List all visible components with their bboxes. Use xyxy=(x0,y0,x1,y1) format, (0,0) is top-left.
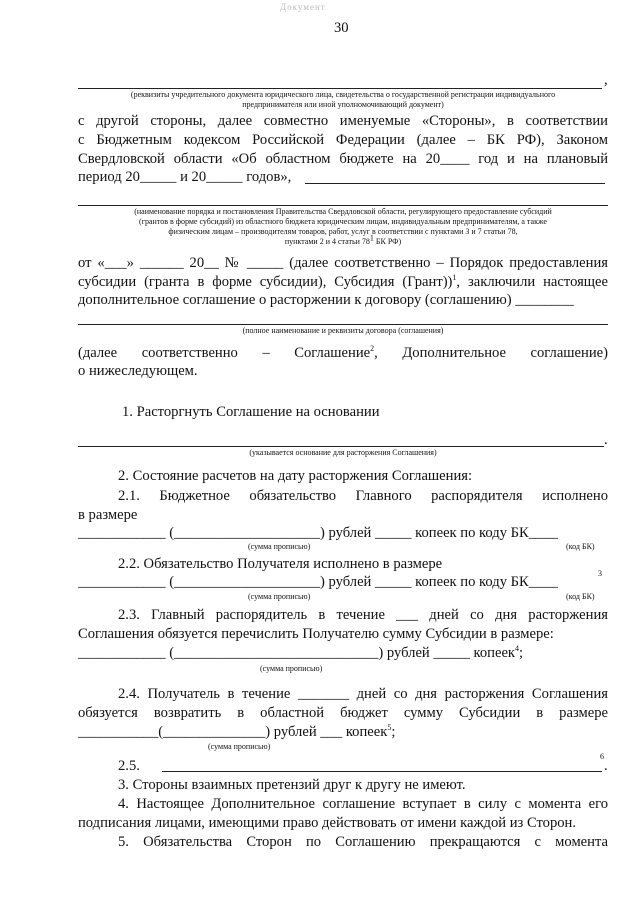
caption-requisites-1: (реквизиты учредительного документа юридического лица, свидетельства о государственной регистрации индивидуального xyxy=(130,90,556,99)
item23-line2: Соглашения обязуется перечислить Получателю сумму Субсидии в размере: xyxy=(78,626,554,642)
item25-line xyxy=(162,771,602,772)
item21-line2: в размере xyxy=(78,507,138,523)
item22-line1: 2.2. Обязательство Получателя исполнено в размере xyxy=(118,556,443,572)
item2-text: 2. Состояние расчетов на дату расторжения Соглашения: xyxy=(118,468,473,484)
caption-basis: (указывается основание для расторжения Соглашения) xyxy=(249,448,437,457)
procedure-line xyxy=(78,205,608,206)
item21-line1: 2.1. Бюджетное обязательство Главного распорядителя исполнено xyxy=(118,488,608,504)
item1-basis-line xyxy=(78,446,604,447)
item24-cap-words: (сумма прописью) xyxy=(208,742,271,751)
item4-line1: 4. Настоящее Дополнительное соглашение вступает в силу с момента его xyxy=(118,796,608,812)
document-stamp: Документ xyxy=(280,2,326,12)
caption-procedure-1: (наименование порядка и постановления Правительства Свердловской области, регулирующего предоставление субсидий xyxy=(134,207,552,216)
caption-procedure-4: пунктами 2 и 4 статьи $78^1$ БК РФ) xyxy=(284,233,402,246)
caption-procedure-2: (грантов в форме субсидий) из областного бюджета юридическим лицам, индивидуальным предпринимателям, а также xyxy=(139,217,547,226)
item23-line1: 2.3. Главный распорядитель в течение ___ дней со дня расторжения xyxy=(118,607,608,623)
item24-line3: ___________(______________) рублей ___ копеек$^5$; xyxy=(78,723,396,740)
item5-line1: 5. Обязательства Сторон по Соглашению прекращаются с момента xyxy=(118,834,608,850)
para2-line3: дополнительное соглашение о расторжении к договору (соглашению) ________ xyxy=(78,292,574,308)
item23-line3: ____________ (____________________________) рублей _____ копеек$^4$; xyxy=(78,644,524,661)
para1-line4: период 20_____ и 20_____ годов», xyxy=(78,169,292,185)
item4-line2: подписания лицами, имеющими право действовать от имени каждой из Сторон. xyxy=(78,815,577,831)
para2-line1: от «___» ______ 20__ № _____ (далее соответственно – Порядок предоставления xyxy=(78,255,608,271)
item25-label: 2.5. xyxy=(118,758,140,774)
top-comma: , xyxy=(604,72,608,88)
para1-blank-line xyxy=(305,183,605,184)
item1-text: 1. Расторгнуть Соглашение на основании xyxy=(122,404,380,420)
item23-cap-words: (сумма прописью) xyxy=(260,664,323,673)
item21-cap-code: (код БК) xyxy=(566,542,595,551)
para1-line2: с Бюджетным кодексом Российской Федерации (далее – БК РФ), Законом xyxy=(78,132,608,148)
para1-line3: Свердловской области «Об областном бюджете на 20____ год и на плановый xyxy=(78,151,608,167)
requisites-line xyxy=(78,88,602,89)
item3-text: 3. Стороны взаимных претензий друг к другу не имеют. xyxy=(118,777,466,793)
item24-line2: обязуется возвратить в областной бюджет сумму Субсидии в размере xyxy=(78,705,608,721)
item25-sup: 6 xyxy=(600,752,604,761)
caption-requisites-2: предпринимателя или иной уполномочивающий документ) xyxy=(242,100,444,109)
item21-line3: ____________ (____________________) рублей _____ копеек по коду БК____ xyxy=(78,525,558,541)
page-number: 30 xyxy=(334,20,349,36)
item21-cap-words: (сумма прописью) xyxy=(248,542,311,551)
para2-line2: субсидии (гранта в форме субсидии), Субсидия (Грант))$^1$, заключили настоящее xyxy=(78,273,608,290)
agreement-line xyxy=(78,324,608,325)
para3-line2: о нижеследующем. xyxy=(78,363,198,379)
item22-sup: 3 xyxy=(598,569,602,578)
item24-line1: 2.4. Получатель в течение _______ дней со дня расторжения Соглашения xyxy=(118,686,608,702)
para3-line1: (далее соответственно – Соглашение$^2$, Дополнительное соглашение) xyxy=(78,344,608,361)
caption-agreement: (полное наименование и реквизиты договора (соглашения) xyxy=(242,326,444,335)
para1-line1: с другой стороны, далее совместно именуемые «Стороны», в соответствии xyxy=(78,113,608,129)
item1-dot: . xyxy=(604,432,608,448)
caption-procedure-3: физическим лицам – производителям товаров, работ, услуг в соответствии с пунктами 3 и 7 статьи 78, xyxy=(168,227,518,236)
item22-cap-code: (код БК) xyxy=(566,592,595,601)
item22-line2: ____________ (____________________) рублей _____ копеек по коду БК____ xyxy=(78,574,558,590)
item22-cap-words: (сумма прописью) xyxy=(248,592,311,601)
item25-dot: . xyxy=(604,758,608,774)
